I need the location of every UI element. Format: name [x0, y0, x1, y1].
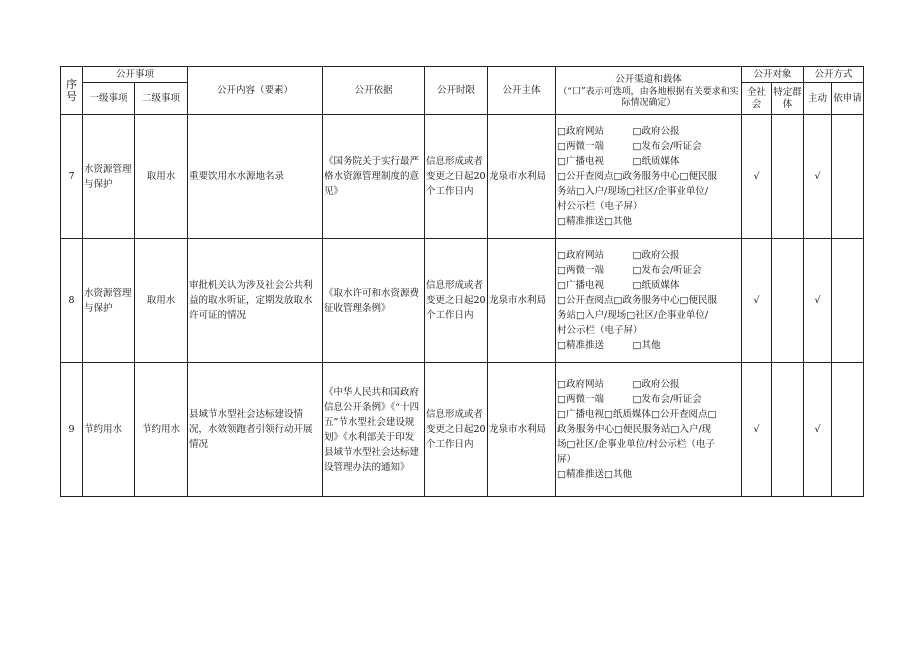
channel-line: 政务服务中心□便民服务站□入户/现 [557, 424, 712, 435]
header-method: 公开方式 [804, 67, 864, 83]
channel-line: 屏） [557, 454, 577, 465]
row-content: 县域节水型社会达标建设情况，水效领跑者引领行动开展情况 [188, 363, 323, 497]
channel-line: □精准推送□其他 [557, 216, 632, 227]
header-active: 主动 [804, 83, 832, 115]
channel-line: □两微一端 □发布会/听证会 [557, 394, 702, 405]
row-apply-check [832, 239, 864, 363]
row-subject: 龙泉市水利局 [488, 115, 556, 239]
channel-line: □两微一端 □发布会/听证会 [557, 141, 702, 152]
row-level1: 节约用水 [83, 363, 135, 497]
channel-line: 村公示栏（电子屏） [557, 325, 643, 336]
channel-line: □精准推送□其他 [557, 469, 632, 480]
row-channels [556, 115, 742, 239]
channel-line: 务站□入户/现场□社区/企事业单位/ [557, 310, 709, 321]
header-channel-title: 公开渠道和载体 [615, 74, 682, 85]
channel-line: □政府网站 □政府公报 [557, 379, 680, 390]
row-level2: 取用水 [135, 239, 188, 363]
row-whole-society-check: √ [742, 115, 772, 239]
row-level1: 水资源管理与保护 [83, 239, 135, 363]
header-content: 公开内容（要素） [188, 67, 323, 115]
channel-line: □公开查阅点□政务服务中心□便民服 [557, 295, 717, 306]
channel-line: □广播电视□纸质媒体□公开查阅点□ [557, 409, 717, 420]
channel-line: 场□社区/企事业单位/村公示栏（电子 [557, 439, 715, 450]
table-row [61, 363, 864, 497]
row-time: 信息形成或者变更之日起20个工作日内 [425, 115, 488, 239]
row-time: 信息形成或者变更之日起20个工作日内 [425, 239, 488, 363]
row-active-check: √ [804, 239, 832, 363]
row-content: 重要饮用水水源地名录 [188, 115, 323, 239]
header-time: 公开时限 [425, 67, 488, 115]
row-whole-society-check: √ [742, 363, 772, 497]
channel-line: □广播电视 □纸质媒体 [557, 156, 680, 167]
channel-line: □政府网站 □政府公报 [557, 250, 680, 261]
header-level1: 一级事项 [83, 83, 135, 115]
row-specific-group-check [772, 363, 804, 497]
row-specific-group-check [772, 239, 804, 363]
table-row [61, 239, 864, 363]
row-channels [556, 363, 742, 497]
row-seq: 9 [61, 363, 83, 497]
row-subject: 龙泉市水利局 [488, 239, 556, 363]
row-time: 信息形成或者变更之日起20个工作日内 [425, 363, 488, 497]
row-whole-society-check: √ [742, 239, 772, 363]
disclosure-table [60, 66, 864, 497]
channel-line: 务站□入户/现场□社区/企事业单位/ [557, 186, 709, 197]
row-seq: 7 [61, 115, 83, 239]
header-row-1 [61, 67, 864, 83]
header-level2: 二级事项 [135, 83, 188, 115]
header-subject: 公开主体 [488, 67, 556, 115]
row-content: 审批机关认为涉及社会公共利益的取水听证，定期发放取水许可证的情况 [188, 239, 323, 363]
row-basis: 《中华人民共和国政府信息公开条例》《“十四五”节水型社会建设规划》《水利部关于印发县域节水型社会达标建设管理办法的通知》 [323, 363, 425, 497]
row-level2: 取用水 [135, 115, 188, 239]
header-matters: 公开事项 [83, 67, 188, 83]
header-apply: 依申请 [832, 83, 864, 115]
table-row [61, 115, 864, 239]
header-basis: 公开依据 [323, 67, 425, 115]
row-specific-group-check [772, 115, 804, 239]
row-level2: 节约用水 [135, 363, 188, 497]
channel-line: □精准推送 □其他 [557, 340, 661, 351]
row-basis: 《国务院关于实行最严格水资源管理制度的意见》 [323, 115, 425, 239]
row-basis: 《取水许可和水资源费征收管理条例》 [323, 239, 425, 363]
row-level1: 水资源管理与保护 [83, 115, 135, 239]
row-apply-check [832, 363, 864, 497]
row-active-check: √ [804, 115, 832, 239]
header-seq: 序号 [61, 67, 83, 115]
row-active-check: √ [804, 363, 832, 497]
row-subject: 龙泉市水利局 [488, 363, 556, 497]
row-channels [556, 239, 742, 363]
header-channel [556, 67, 742, 115]
channel-line: 村公示栏（电子屏） [557, 201, 643, 212]
header-channel-note: （“口”表示可选项，由各地根据有关要求和实际情况确定） [558, 87, 739, 108]
row-apply-check [832, 115, 864, 239]
row-seq: 8 [61, 239, 83, 363]
channel-line: □公开查阅点□政务服务中心□便民服 [557, 171, 717, 182]
header-whole-society: 全社会 [742, 83, 772, 115]
header-target: 公开对象 [742, 67, 804, 83]
channel-line: □广播电视 □纸质媒体 [557, 280, 680, 291]
channel-line: □政府网站 □政府公报 [557, 126, 680, 137]
channel-line: □两微一端 □发布会/听证会 [557, 265, 702, 276]
header-specific-group: 特定群体 [772, 83, 804, 115]
